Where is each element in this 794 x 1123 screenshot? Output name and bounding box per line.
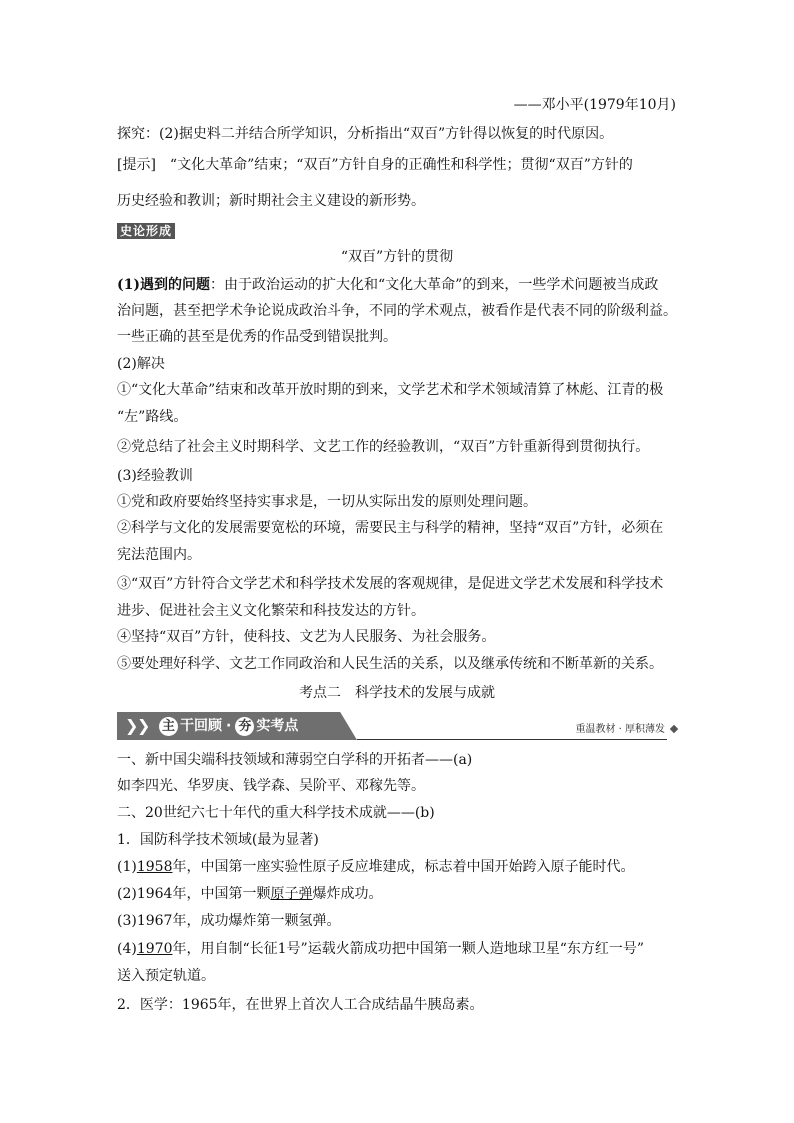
achievement-1-prefix: (1) (117, 859, 137, 875)
lessons-item-5: ⑤要处理好科学、文艺工作同政治和人民生活的关系，以及继承传统和不断革新的关系。 (117, 656, 663, 672)
problem-line-1 (117, 275, 658, 295)
hint-line-1: [提示] “文化大革命”结束；“双百”方针自身的正确性和科学性；贯彻“双百”方针的 (117, 157, 633, 173)
solution-item-1-line-2: “左”路线。 (117, 409, 188, 425)
banner-text-1: 干回顾 (180, 718, 222, 734)
achievement-1-year: 1958 (136, 859, 173, 875)
achievement-4-prefix: (4) (117, 941, 137, 957)
lessons-item-3-line-1: ③“双百”方针符合文学艺术和科学技术发展的客观规律，是促进文学艺术发展和科学技术 (117, 576, 664, 592)
s2-subheading-1: 1．国防科学技术领域(最为显著) (117, 832, 319, 848)
s2-title: 二、20世纪六七十年代的重大科学技术成就——(b) (117, 805, 435, 821)
s1-text: 如李四光、华罗庚、钱学森、吴阶平、邓稼先等。 (117, 778, 425, 794)
chevron-right-icon: ❯ (125, 716, 139, 735)
lessons-item-3-line-2: 进步、促进社会主义文化繁荣和科技发达的方针。 (117, 603, 425, 619)
achievement-1 (117, 857, 634, 877)
banner-rule (357, 739, 667, 740)
chevron-right-icon: ❯ (137, 716, 151, 735)
achievement-4 (117, 939, 644, 959)
source-attribution: ——邓小平(1979年10月) (513, 97, 676, 113)
achievement-2 (117, 884, 382, 904)
solution-item-1-line-1: ①“文化大革命”结束和改革开放时期的到来，文学艺术和学术领域清算了林彪、江青的极 (117, 382, 664, 398)
diamond-icon (670, 725, 678, 733)
solution-item-2: ②党总结了社会主义时期科学、文艺工作的经验教训，“双百”方针重新得到贯彻执行。 (117, 439, 650, 455)
banner-dot: · (226, 718, 232, 734)
achievement-3: (3)1967年，成功爆炸第一颗氢弹。 (117, 913, 341, 929)
explore-question: 探究：(2)据史料二并结合所学知识，分析指出“双百”方针得以恢复的时代原因。 (117, 126, 614, 142)
s1-title: 一、新中国尖端科技领域和薄弱空白学科的开拓者——(a) (117, 752, 473, 768)
topic-title: “双百”方针的贯彻 (340, 249, 454, 265)
section-tag: 史论形成 (117, 223, 175, 239)
s2-subheading-2: 2．医学：1965年，在世界上首次人工合成结晶牛胰岛素。 (117, 997, 484, 1013)
problem-line-2: 治问题，甚至把学术争论说成政治斗争，不同的学术观点，被看作是代表不同的阶级利益。 (117, 303, 677, 319)
lessons-item-2-line-2: 宪法范围内。 (117, 547, 201, 563)
problem-text: ：由于政治运动的扩大化和“文化大革命”的到来，一些学术问题被当成政 (210, 277, 659, 293)
banner-circle-char-2: 夯 (235, 717, 254, 736)
banner-slogan: 重温教材 · 厚积薄发 (575, 724, 665, 735)
achievement-4-text: 年，用自制“长征1号”运载火箭成功把中国第一颗人造地球卫星“东方红一号” (172, 941, 645, 957)
achievement-2-keyword: 原子弹 (270, 886, 313, 902)
achievement-1-text: 年，中国第一座实验性原子反应堆建成，标志着中国开始跨入原子能时代。 (172, 859, 635, 875)
section-banner (117, 712, 677, 740)
problem-line-3: 一些正确的甚至是优秀的作品受到错误批判。 (117, 329, 397, 345)
problem-label: (1)遇到的问题 (117, 277, 210, 293)
achievement-4-year: 1970 (136, 941, 173, 957)
lessons-item-2-line-1: ②科学与文化的发展需要宽松的环境，需要民主与科学的精神，坚持“双百”方针，必须在 (117, 520, 664, 536)
achievement-4-line-2: 送入预定轨道。 (117, 968, 215, 984)
solution-label: (2)解决 (117, 356, 165, 372)
hint-line-2: 历史经验和教训；新时期社会主义建设的新形势。 (117, 193, 425, 209)
lessons-item-4: ④坚持“双百”方针，使科技、文艺为人民服务、为社会服务。 (117, 629, 496, 645)
lessons-item-1: ①党和政府要始终坚持实事求是，一切从实际出发的原则处理问题。 (117, 494, 537, 510)
achievement-2-prefix: (2)1964年，中国第一颗 (117, 886, 271, 902)
lessons-label: (3)经验教训 (117, 468, 193, 484)
banner-circle-char-1: 主 (159, 717, 178, 736)
kaodian-title: 考点二 科学技术的发展与成就 (299, 685, 495, 701)
banner-text-2: 实考点 (256, 718, 299, 734)
banner-title (159, 716, 298, 736)
achievement-2-text: 爆炸成功。 (312, 886, 383, 902)
